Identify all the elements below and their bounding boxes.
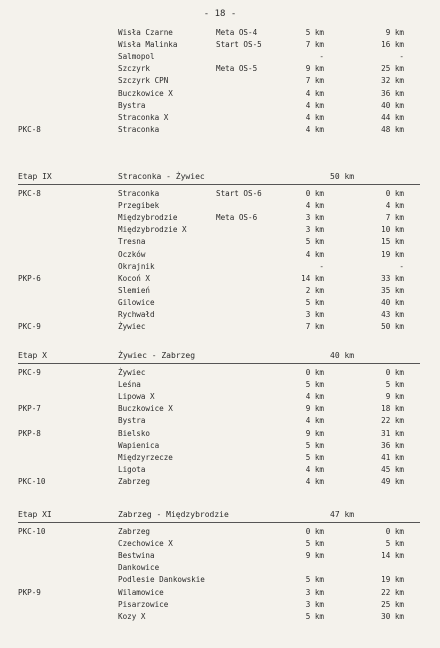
cumulative-distance: 19 km <box>381 249 404 259</box>
cumulative-distance: 9 km <box>385 392 404 402</box>
checkpoint-code: PKC-10 <box>18 527 46 536</box>
place-name: Straconka X <box>118 112 169 122</box>
page-number: - 18 - <box>203 9 237 19</box>
cumulative-distance: 15 km <box>381 237 404 247</box>
place-name: Straconka <box>118 124 160 134</box>
segment-distance: 0 km <box>305 189 324 198</box>
place-name: Podlesie Dankowskie <box>118 575 205 585</box>
checkpoint-code: PKP-9 <box>18 587 41 597</box>
cumulative-distance: 5 km <box>385 539 404 549</box>
segment-distance: 4 km <box>305 124 324 134</box>
divider-line <box>18 363 420 364</box>
segment-distance: 5 km <box>305 575 324 585</box>
place-name: Bestwina <box>118 551 155 561</box>
cumulative-distance: 5 km <box>385 380 404 390</box>
place-name: Kozy X <box>118 611 146 621</box>
cumulative-distance: 33 km <box>381 273 404 283</box>
segment-distance: - <box>319 52 324 62</box>
stage-distance: 50 km <box>330 172 355 181</box>
place-name: Dankowice <box>118 563 160 573</box>
cumulative-distance: 32 km <box>381 76 404 86</box>
place-name: Zabrzeg <box>118 527 151 536</box>
checkpoint-code: PKC-10 <box>18 476 46 486</box>
stage-distance: 40 km <box>330 351 355 360</box>
place-name: Pisarzowice <box>118 599 169 609</box>
stage-event: Meta OS-4 <box>216 28 258 37</box>
place-name: Buczkowice X <box>118 88 173 98</box>
stage-event: Start OS-6 <box>216 189 262 198</box>
place-name: Wapienica <box>118 440 160 450</box>
cumulative-distance: 10 km <box>381 225 404 235</box>
cumulative-distance: 41 km <box>381 452 404 462</box>
segment-distance: 4 km <box>305 464 324 474</box>
place-name: Międzyrzecze <box>118 452 173 462</box>
segment-distance: 5 km <box>305 452 324 462</box>
cumulative-distance: 0 km <box>385 189 404 198</box>
cumulative-distance: 36 km <box>381 88 404 98</box>
segment-distance: 5 km <box>305 539 324 549</box>
segment-distance: 9 km <box>305 551 324 561</box>
segment-distance: 5 km <box>305 611 324 621</box>
cumulative-distance: 35 km <box>381 285 404 295</box>
segment-distance: 3 km <box>305 587 324 597</box>
place-name: Międzybrodzie X <box>118 225 187 235</box>
segment-distance: 3 km <box>305 213 324 223</box>
stage-label: Etap XI <box>18 510 52 519</box>
segment-distance: 7 km <box>305 76 324 86</box>
cumulative-distance: 36 km <box>381 440 404 450</box>
cumulative-distance: 16 km <box>381 40 404 50</box>
checkpoint-code: PKC-8 <box>18 124 41 134</box>
segment-distance: 5 km <box>305 380 324 390</box>
stage-label: Etap X <box>18 351 47 360</box>
segment-distance: 4 km <box>305 112 324 122</box>
segment-distance: 4 km <box>305 88 324 98</box>
place-name: Żywiec <box>118 368 146 377</box>
place-name: Wilamowice <box>118 587 164 597</box>
segment-distance: 4 km <box>305 201 324 211</box>
place-name: Salmopol <box>118 52 155 62</box>
cumulative-distance: 49 km <box>381 476 404 486</box>
cumulative-distance: - <box>399 261 404 271</box>
place-name: Buczkowice X <box>118 404 173 414</box>
checkpoint-code: PKP-8 <box>18 428 41 438</box>
segment-distance: 0 km <box>305 527 324 536</box>
segment-distance: 5 km <box>305 28 324 37</box>
segment-distance: 7 km <box>305 322 324 332</box>
place-name: Lipowa X <box>118 392 155 402</box>
segment-distance: 7 km <box>305 40 324 50</box>
stage-route: Żywiec - Zabrzeg <box>118 351 196 360</box>
segment-distance: 14 km <box>301 273 324 283</box>
place-name: Oczków <box>118 249 146 259</box>
stage-route: Zabrzeg - Międzybrodzie <box>118 510 229 519</box>
cumulative-distance: 45 km <box>381 464 404 474</box>
segment-distance: 3 km <box>305 225 324 235</box>
cumulative-distance: 31 km <box>381 428 404 438</box>
cumulative-distance: 22 km <box>381 587 404 597</box>
stage-event: Meta OS-6 <box>216 213 258 223</box>
cumulative-distance: 43 km <box>381 310 404 319</box>
segment-distance: - <box>319 261 324 271</box>
checkpoint-code: PKC-9 <box>18 322 41 332</box>
cumulative-distance: 0 km <box>385 368 404 377</box>
place-name: Okrajnik <box>118 261 155 271</box>
checkpoint-code: PKC-8 <box>18 189 41 198</box>
place-name: Zabrzeg <box>118 476 151 486</box>
checkpoint-code: PKC-9 <box>18 368 41 377</box>
cumulative-distance: 19 km <box>381 575 404 585</box>
segment-distance: 9 km <box>305 64 324 74</box>
segment-distance: 4 km <box>305 476 324 486</box>
place-name: Szczyrk <box>118 64 151 74</box>
segment-distance: 5 km <box>305 237 324 247</box>
cumulative-distance: 7 km <box>385 213 404 223</box>
place-name: Ligota <box>118 464 146 474</box>
cumulative-distance: 14 km <box>381 551 404 561</box>
segment-distance: 4 km <box>305 249 324 259</box>
place-name: Czechowice X <box>118 539 173 549</box>
place-name: Międzybrodzie <box>118 213 178 223</box>
cumulative-distance: 30 km <box>381 611 404 621</box>
cumulative-distance: 0 km <box>385 527 404 536</box>
segment-distance: 4 km <box>305 100 324 110</box>
place-name: Bystra <box>118 100 146 110</box>
stage-route: Straconka - Żywiec <box>118 172 205 181</box>
stage-event: Meta OS-5 <box>216 64 258 74</box>
place-name: Rychwałd <box>118 310 155 319</box>
segment-distance: 9 km <box>305 404 324 414</box>
stage-distance: 47 km <box>330 510 355 519</box>
segment-distance: 4 km <box>305 416 324 426</box>
cumulative-distance: 22 km <box>381 416 404 426</box>
stage-event: Start OS-5 <box>216 40 262 50</box>
place-name: Bielsko <box>118 428 151 438</box>
checkpoint-code: PKP-7 <box>18 404 41 414</box>
cumulative-distance: 40 km <box>381 100 404 110</box>
cumulative-distance: 44 km <box>381 112 404 122</box>
segment-distance: 9 km <box>305 428 324 438</box>
segment-distance: 0 km <box>305 368 324 377</box>
cumulative-distance: 25 km <box>381 599 404 609</box>
place-name: Żywiec <box>118 322 146 332</box>
place-name: Slemień <box>118 285 151 295</box>
segment-distance: 4 km <box>305 392 324 402</box>
divider-line <box>18 522 420 523</box>
segment-distance: 2 km <box>305 285 324 295</box>
place-name: Szczyrk CPN <box>118 76 169 86</box>
checkpoint-code: PKP-6 <box>18 273 41 283</box>
place-name: Tresna <box>118 237 146 247</box>
stage-label: Etap IX <box>18 172 52 181</box>
place-name: Leśna <box>118 380 141 390</box>
segment-distance: 3 km <box>305 310 324 319</box>
cumulative-distance: 18 km <box>381 404 404 414</box>
cumulative-distance: 40 km <box>381 297 404 307</box>
segment-distance: 3 km <box>305 599 324 609</box>
place-name: Przegibek <box>118 201 160 211</box>
cumulative-distance: 4 km <box>385 201 404 211</box>
cumulative-distance: - <box>399 52 404 62</box>
segment-distance: 5 km <box>305 440 324 450</box>
place-name: Wisła Czarne <box>118 28 173 37</box>
divider-line <box>18 184 420 185</box>
place-name: Wisła Malinka <box>118 40 178 50</box>
place-name: Straconka <box>118 189 160 198</box>
place-name: Kocoń X <box>118 273 151 283</box>
cumulative-distance: 50 km <box>381 322 404 332</box>
cumulative-distance: 48 km <box>381 124 404 134</box>
segment-distance: 5 km <box>305 297 324 307</box>
place-name: Gilowice <box>118 297 155 307</box>
cumulative-distance: 25 km <box>381 64 404 74</box>
place-name: Bystra <box>118 416 146 426</box>
cumulative-distance: 9 km <box>385 28 404 37</box>
